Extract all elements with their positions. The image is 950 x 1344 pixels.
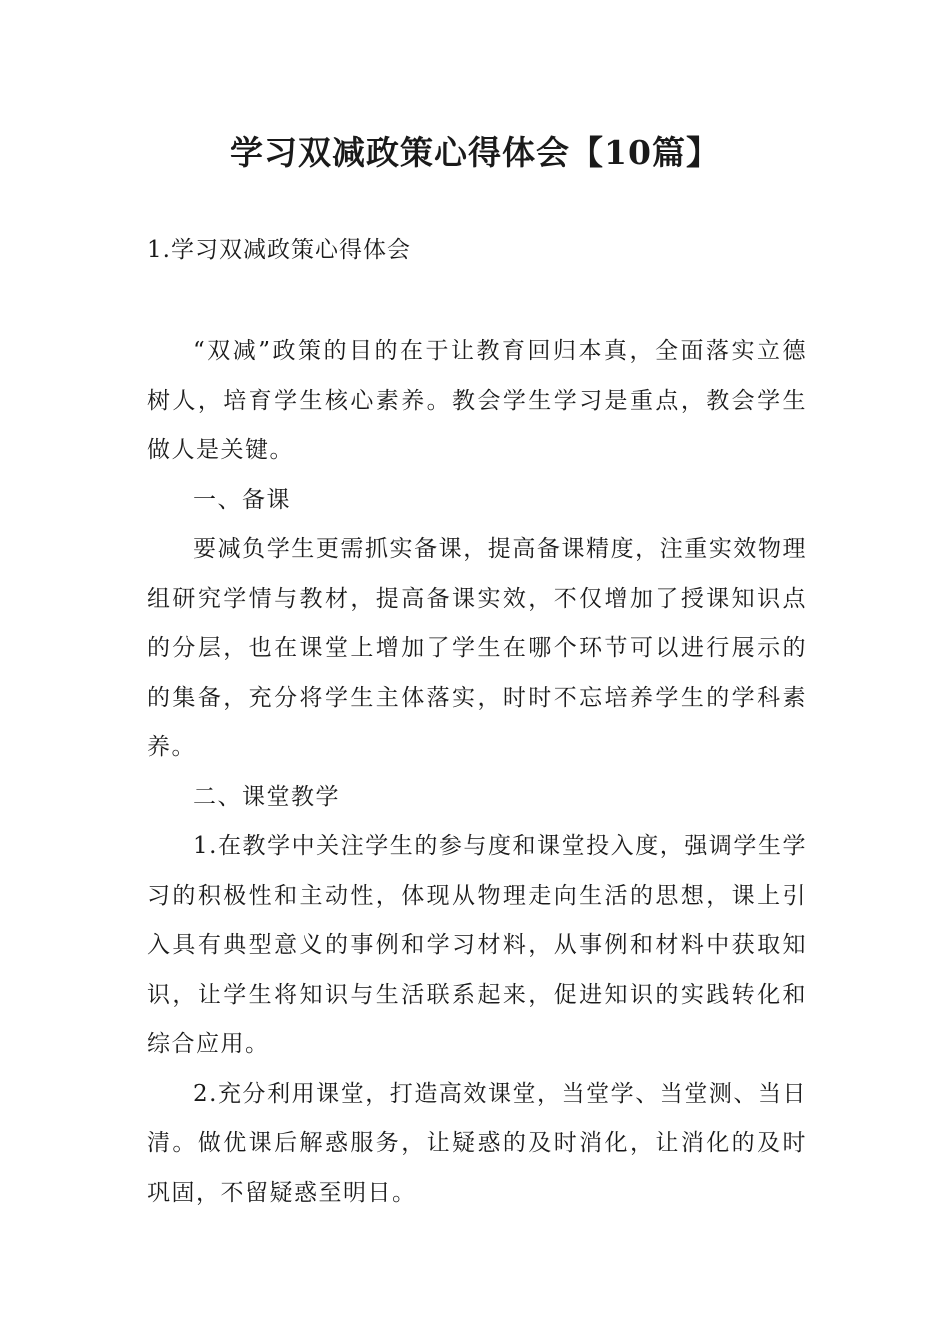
document-title: 学习双减政策心得体会【10篇】 <box>230 133 720 172</box>
paragraph-teaching-point-2: 2.充分利用课堂，打造高效课堂，当堂学、当堂测、当日清。做优课后解惑服务，让疑惑的及时消化，让消化的及时巩固，不留疑惑至明日。 <box>147 1080 807 1206</box>
subheading-lesson-prep: 一、备课 <box>193 486 291 513</box>
paragraph-lesson-prep: 要减负学生更需抓实备课，提高备课精度，注重实效物理组研究学情与教材，提高备课实效，不仅增加了授课知识点的分层，也在课堂上增加了学生在哪个环节可以进行展示的的集备，充分将学生主体落实，时时不忘培养学生的学科素养。 <box>147 536 807 760</box>
paragraph-teaching-point-1: 1.在教学中关注学生的参与度和课堂投入度，强调学生学习的积极性和主动性，体现从物理走向生活的思想，课上引入具有典型意义的事例和学习材料，从事例和材料中获取知识，让学生将知识与生活联系起来，促进知识的实践转化和综合应用。 <box>147 833 807 1057</box>
subheading-classroom-teaching: 二、课堂教学 <box>193 783 340 810</box>
section-heading: 1.学习双减政策心得体会 <box>147 237 411 263</box>
paragraph-intro: “双减”政策的目的在于让教育回归本真，全面落实立德树人，培育学生核心素养。教会学生学习是重点，教会学生做人是关键。 <box>147 338 807 463</box>
document-body <box>147 327 807 1218</box>
